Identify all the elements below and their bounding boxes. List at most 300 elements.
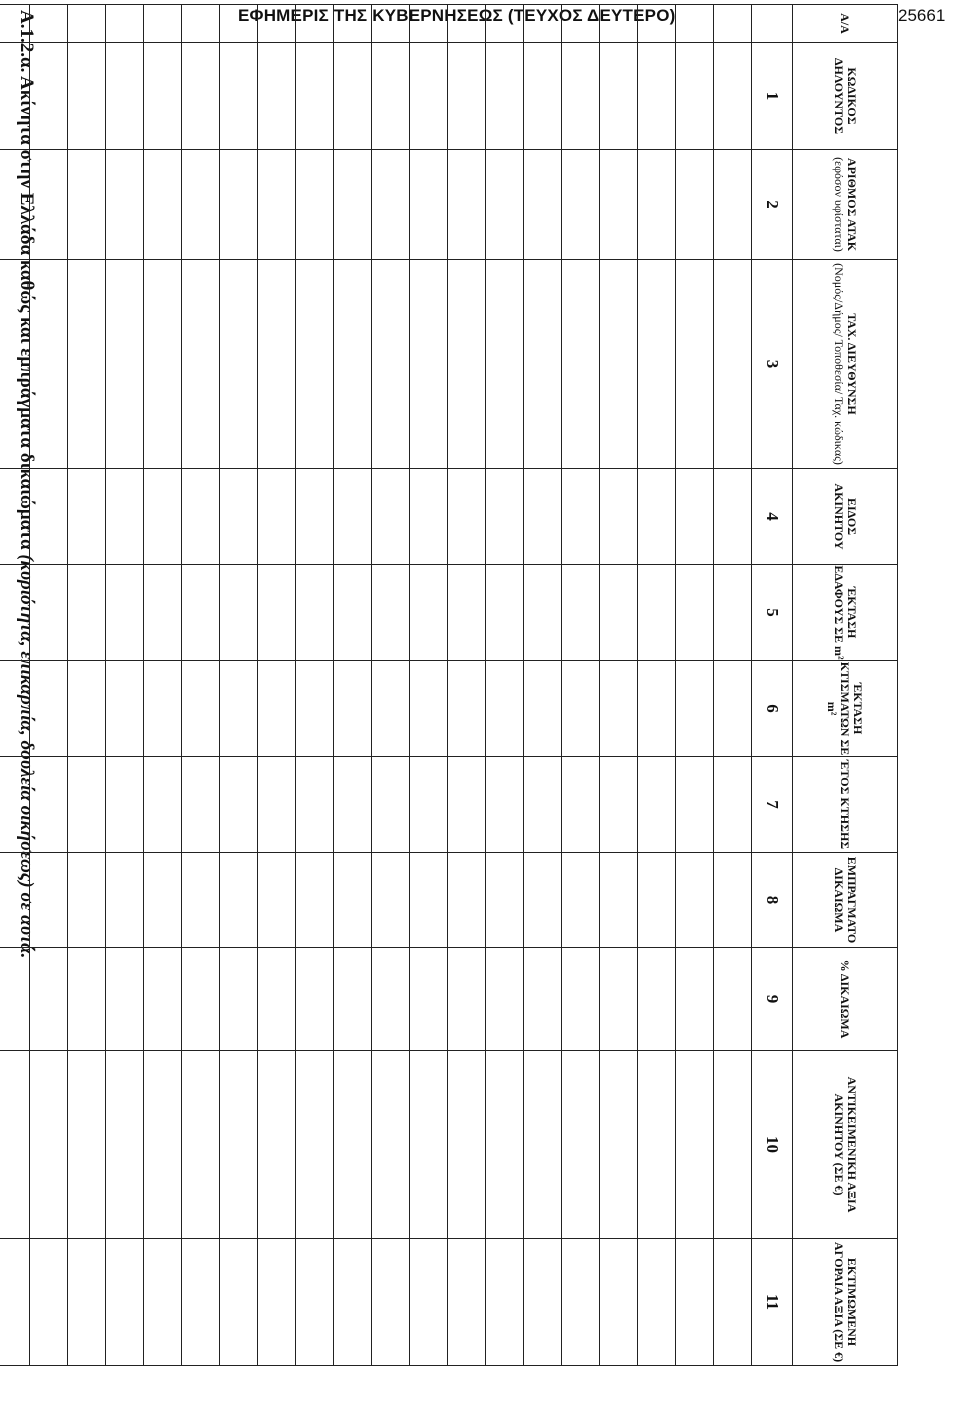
table-cell[interactable]: [0, 948, 30, 1051]
column-label: ΕΙΔΟΣ ΑΚΙΝΗΤΟΥ: [832, 483, 859, 550]
header-row: [793, 5, 898, 1366]
table-cell[interactable]: [600, 43, 638, 150]
table-cell[interactable]: [258, 661, 296, 757]
table-cell[interactable]: [714, 1239, 752, 1366]
table-cell[interactable]: [562, 853, 600, 948]
table-cell[interactable]: [0, 469, 30, 565]
table-cell[interactable]: [0, 5, 30, 43]
table-row: [182, 5, 220, 1366]
table-cell[interactable]: [600, 150, 638, 260]
table-cell[interactable]: [600, 1239, 638, 1366]
table-cell[interactable]: [638, 150, 676, 260]
column-header-right-percent: [793, 948, 898, 1051]
table-cell[interactable]: [182, 757, 220, 853]
column-number: 6: [752, 661, 793, 757]
table-cell[interactable]: [258, 43, 296, 150]
table-cell[interactable]: [486, 1051, 524, 1239]
table-row: [258, 5, 296, 1366]
table-cell[interactable]: [144, 260, 182, 469]
table-cell[interactable]: [144, 1051, 182, 1239]
table-cell[interactable]: [106, 5, 144, 43]
table-row: [676, 5, 714, 1366]
table-cell[interactable]: [600, 469, 638, 565]
table-cell[interactable]: [486, 565, 524, 661]
table-cell[interactable]: [68, 948, 106, 1051]
table-cell[interactable]: [144, 565, 182, 661]
table-cell[interactable]: [258, 565, 296, 661]
table-cell[interactable]: [258, 1239, 296, 1366]
table-cell[interactable]: [106, 43, 144, 150]
table-cell[interactable]: [182, 661, 220, 757]
table-cell[interactable]: [144, 661, 182, 757]
table-cell[interactable]: [448, 948, 486, 1051]
table-cell[interactable]: [372, 260, 410, 469]
table-cell[interactable]: [448, 661, 486, 757]
column-header-acquisition-year: [793, 757, 898, 853]
column-header-postal-address: [793, 260, 898, 469]
table-cell[interactable]: [410, 469, 448, 565]
column-number: 2: [752, 150, 793, 260]
table-cell[interactable]: [410, 260, 448, 469]
column-number: 1: [752, 43, 793, 150]
table-cell[interactable]: [0, 1051, 30, 1239]
table-cell[interactable]: [182, 260, 220, 469]
table-cell[interactable]: [182, 853, 220, 948]
table-cell[interactable]: [448, 150, 486, 260]
table-row: [334, 5, 372, 1366]
table-cell[interactable]: [486, 948, 524, 1051]
table-cell[interactable]: [30, 469, 68, 565]
table-cell[interactable]: [334, 565, 372, 661]
table-cell[interactable]: [562, 661, 600, 757]
table-cell[interactable]: [600, 948, 638, 1051]
table-cell[interactable]: [334, 43, 372, 150]
column-label: ΕΚΤΙΜΩΜΕΝΗ ΑΓΟΡΑΙΑ ΑΞΙΑ (ΣΕ €): [832, 1241, 859, 1363]
column-header-land-area: [793, 565, 898, 661]
table-cell[interactable]: [410, 150, 448, 260]
table-cell[interactable]: [676, 853, 714, 948]
table-cell[interactable]: [182, 5, 220, 43]
table-cell[interactable]: [258, 853, 296, 948]
table-cell[interactable]: [638, 1051, 676, 1239]
table-cell[interactable]: [144, 853, 182, 948]
table-cell[interactable]: [562, 5, 600, 43]
table-cell[interactable]: [714, 661, 752, 757]
table-cell[interactable]: [220, 565, 258, 661]
table-cell[interactable]: [372, 757, 410, 853]
table-cell[interactable]: [106, 948, 144, 1051]
table-cell[interactable]: [676, 661, 714, 757]
table-cell[interactable]: [334, 260, 372, 469]
table-cell[interactable]: [638, 565, 676, 661]
table-cell[interactable]: [30, 5, 68, 43]
table-cell[interactable]: [220, 260, 258, 469]
table-cell[interactable]: [448, 853, 486, 948]
table-cell[interactable]: [220, 150, 258, 260]
table-cell[interactable]: [0, 853, 30, 948]
table-cell[interactable]: [638, 1239, 676, 1366]
table-cell[interactable]: [486, 469, 524, 565]
table-cell[interactable]: [714, 43, 752, 150]
table-row: [410, 5, 448, 1366]
table-cell[interactable]: [714, 853, 752, 948]
column-number: 10: [752, 1051, 793, 1239]
table-cell[interactable]: [676, 757, 714, 853]
table-cell[interactable]: [562, 948, 600, 1051]
table-cell[interactable]: [68, 1239, 106, 1366]
table-cell[interactable]: [144, 948, 182, 1051]
table-cell[interactable]: [676, 948, 714, 1051]
table-cell[interactable]: [0, 661, 30, 757]
table-cell[interactable]: [0, 260, 30, 469]
table-cell[interactable]: [0, 565, 30, 661]
column-number: 7: [752, 757, 793, 853]
table-cell[interactable]: [106, 469, 144, 565]
table-cell[interactable]: [486, 757, 524, 853]
column-label: ΕΜΠΡΑΓΜΑΤΟ ΔΙΚΑΙΩΜΑ: [832, 856, 859, 944]
property-table: [54, 4, 898, 1365]
table-cell[interactable]: [714, 1051, 752, 1239]
table-cell[interactable]: [68, 565, 106, 661]
table-cell[interactable]: [334, 757, 372, 853]
column-label: ΑΝΤΙΚΕΙΜΕΝΙΚΗ ΑΞΙΑ ΑΚΙΝΗΤΟΥ (ΣΕ €): [832, 1076, 859, 1213]
column-header-aa: [793, 5, 898, 43]
table-cell[interactable]: [68, 5, 106, 43]
column-number: 3: [752, 260, 793, 469]
table-cell[interactable]: [372, 948, 410, 1051]
table-cell[interactable]: [638, 469, 676, 565]
table-cell[interactable]: [106, 565, 144, 661]
table-cell[interactable]: [638, 5, 676, 43]
table-cell[interactable]: [144, 5, 182, 43]
table-cell[interactable]: [372, 565, 410, 661]
table-cell[interactable]: [296, 853, 334, 948]
table-cell[interactable]: [258, 5, 296, 43]
table-cell[interactable]: [30, 1051, 68, 1239]
table-cell[interactable]: [258, 260, 296, 469]
table-cell[interactable]: [0, 43, 30, 150]
table-cell[interactable]: [562, 1239, 600, 1366]
table-cell[interactable]: [524, 260, 562, 469]
table-cell[interactable]: [676, 5, 714, 43]
table-row: [30, 5, 68, 1366]
table-cell[interactable]: [448, 757, 486, 853]
table-cell[interactable]: [676, 1051, 714, 1239]
table-cell[interactable]: [562, 1051, 600, 1239]
table-cell[interactable]: [106, 1051, 144, 1239]
table-cell[interactable]: [296, 43, 334, 150]
table-cell[interactable]: [638, 43, 676, 150]
table-cell[interactable]: [448, 1239, 486, 1366]
table-cell[interactable]: [106, 757, 144, 853]
table-cell[interactable]: [220, 469, 258, 565]
table-cell[interactable]: [68, 150, 106, 260]
table-cell[interactable]: [68, 661, 106, 757]
table-cell[interactable]: [638, 948, 676, 1051]
table-cell[interactable]: [562, 260, 600, 469]
table-cell[interactable]: [372, 469, 410, 565]
table-cell[interactable]: [600, 853, 638, 948]
table-row: [562, 5, 600, 1366]
table-cell[interactable]: [448, 469, 486, 565]
table-cell[interactable]: [676, 565, 714, 661]
table-cell[interactable]: [30, 948, 68, 1051]
table-cell[interactable]: [410, 1239, 448, 1366]
table-row: [296, 5, 334, 1366]
column-label: ΈΤΟΣ ΚΤΗΣΗΣ: [838, 759, 853, 850]
table-cell[interactable]: [68, 260, 106, 469]
table-cell[interactable]: [600, 1051, 638, 1239]
table-cell[interactable]: [524, 757, 562, 853]
table-cell[interactable]: [296, 469, 334, 565]
table-cell[interactable]: [144, 150, 182, 260]
table-cell[interactable]: [562, 150, 600, 260]
table-cell[interactable]: [372, 1051, 410, 1239]
table-cell[interactable]: [30, 1239, 68, 1366]
table-cell[interactable]: [524, 150, 562, 260]
table-cell[interactable]: [714, 260, 752, 469]
column-label: ΑΡΙΘΜΟΣ ΑΤΑΚ: [845, 157, 859, 252]
table-cell[interactable]: [638, 853, 676, 948]
table-row: [524, 5, 562, 1366]
table-cell[interactable]: [372, 853, 410, 948]
column-label: Α/Α: [838, 13, 853, 34]
table-cell[interactable]: [334, 5, 372, 43]
table-cell[interactable]: [0, 757, 30, 853]
table-cell[interactable]: [220, 948, 258, 1051]
table-cell[interactable]: [296, 1239, 334, 1366]
table-cell[interactable]: [562, 469, 600, 565]
table-row: [68, 5, 106, 1366]
column-number: 9: [752, 948, 793, 1051]
column-header-real-right: [793, 853, 898, 948]
table-cell[interactable]: [68, 43, 106, 150]
table-cell[interactable]: [296, 757, 334, 853]
table-cell[interactable]: [106, 260, 144, 469]
table-cell[interactable]: [372, 5, 410, 43]
table-cell[interactable]: [334, 1051, 372, 1239]
table-cell[interactable]: [334, 150, 372, 260]
table-cell[interactable]: [106, 1239, 144, 1366]
column-number-row: [752, 5, 793, 1366]
table-cell[interactable]: [334, 1239, 372, 1366]
table-cell[interactable]: [676, 43, 714, 150]
table-cell[interactable]: [220, 43, 258, 150]
column-header-objective-value: [793, 1051, 898, 1239]
table-cell[interactable]: [30, 661, 68, 757]
table-cell[interactable]: [182, 565, 220, 661]
table-cell[interactable]: [372, 43, 410, 150]
table-cell[interactable]: [448, 43, 486, 150]
table-cell[interactable]: [220, 5, 258, 43]
table-cell[interactable]: [30, 260, 68, 469]
table-cell[interactable]: [68, 469, 106, 565]
table-cell[interactable]: [524, 5, 562, 43]
table-row: [0, 5, 30, 1366]
table-cell[interactable]: [372, 661, 410, 757]
table-cell[interactable]: [30, 757, 68, 853]
table-cell[interactable]: [676, 469, 714, 565]
table-cell[interactable]: [714, 948, 752, 1051]
table-cell[interactable]: [562, 757, 600, 853]
table-cell[interactable]: [144, 757, 182, 853]
table-cell[interactable]: [0, 150, 30, 260]
table-cell[interactable]: [524, 661, 562, 757]
table-cell[interactable]: [296, 948, 334, 1051]
table-cell[interactable]: [524, 43, 562, 150]
section-title-main: Α.1.2.α. Ακίνητα στην Ελλάδα καθώς και εμπράγματα δικαιώματα: [16, 10, 37, 550]
table-cell[interactable]: [296, 260, 334, 469]
table-cell[interactable]: [182, 1239, 220, 1366]
table-cell[interactable]: [182, 469, 220, 565]
table-cell[interactable]: [410, 853, 448, 948]
table-cell[interactable]: [372, 1239, 410, 1366]
column-number: 8: [752, 853, 793, 948]
table-cell[interactable]: [524, 948, 562, 1051]
table-cell[interactable]: [144, 469, 182, 565]
column-header-atak-number: [793, 150, 898, 260]
table-cell[interactable]: [562, 565, 600, 661]
table-row: [106, 5, 144, 1366]
table-cell[interactable]: [600, 757, 638, 853]
column-note: (εφόσον υφίσταται): [832, 157, 846, 252]
table-cell[interactable]: [676, 260, 714, 469]
table-row: [372, 5, 410, 1366]
property-table-grid: [0, 4, 898, 1366]
table-cell[interactable]: [448, 5, 486, 43]
table-row: [638, 5, 676, 1366]
table-cell[interactable]: [372, 150, 410, 260]
column-number: 11: [752, 1239, 793, 1366]
table-cell[interactable]: [714, 469, 752, 565]
table-cell[interactable]: [258, 150, 296, 260]
table-cell[interactable]: [600, 5, 638, 43]
table-cell[interactable]: [524, 1239, 562, 1366]
column-label: ΤΑΧ. ΔΙΕΥΘΥΝΣΗ: [845, 313, 859, 415]
table-cell[interactable]: [562, 43, 600, 150]
table-cell[interactable]: [524, 853, 562, 948]
table-cell[interactable]: [258, 1051, 296, 1239]
table-cell[interactable]: [714, 150, 752, 260]
column-header-building-area: [793, 661, 898, 757]
table-cell[interactable]: [144, 43, 182, 150]
gazette-title: ΕΦΗΜΕΡΙΣ ΤΗΣ ΚΥΒΕΡΝΗΣΕΩΣ (ΤΕΥΧΟΣ ΔΕΥΤΕΡΟ): [238, 6, 676, 25]
table-cell[interactable]: [486, 1239, 524, 1366]
table-cell[interactable]: [30, 43, 68, 150]
table-cell[interactable]: [524, 469, 562, 565]
table-cell[interactable]: [220, 1239, 258, 1366]
table-cell[interactable]: [676, 1239, 714, 1366]
table-cell[interactable]: [334, 853, 372, 948]
table-cell[interactable]: [600, 260, 638, 469]
table-cell[interactable]: [410, 5, 448, 43]
table-cell[interactable]: [410, 1051, 448, 1239]
column-label: % ΔΙΚΑΙΩΜΑ: [838, 959, 853, 1039]
table-cell[interactable]: [144, 1239, 182, 1366]
column-number: 4: [752, 469, 793, 565]
table-cell[interactable]: [524, 1051, 562, 1239]
table-cell[interactable]: [638, 661, 676, 757]
table-cell[interactable]: [448, 1051, 486, 1239]
table-cell[interactable]: [486, 150, 524, 260]
table-cell[interactable]: [524, 565, 562, 661]
table-cell[interactable]: [410, 661, 448, 757]
table-row: [714, 5, 752, 1366]
table-cell[interactable]: [486, 43, 524, 150]
table-cell[interactable]: [296, 5, 334, 43]
table-cell[interactable]: [486, 5, 524, 43]
column-header-market-value: [793, 1239, 898, 1366]
table-cell[interactable]: [30, 853, 68, 948]
table-cell[interactable]: [106, 853, 144, 948]
table-cell[interactable]: [714, 5, 752, 43]
page-number: 25661: [898, 6, 946, 25]
table-cell[interactable]: [182, 150, 220, 260]
table-cell[interactable]: [182, 948, 220, 1051]
table-cell[interactable]: [334, 661, 372, 757]
table-cell[interactable]: [68, 1051, 106, 1239]
table-cell[interactable]: [182, 1051, 220, 1239]
table-cell[interactable]: [638, 757, 676, 853]
column-header-property-type: [793, 469, 898, 565]
table-cell[interactable]: [296, 1051, 334, 1239]
table-cell[interactable]: [258, 757, 296, 853]
table-cell[interactable]: [30, 150, 68, 260]
table-cell[interactable]: [0, 1239, 30, 1366]
table-row: [600, 5, 638, 1366]
column-number: 5: [752, 565, 793, 661]
table-cell[interactable]: [714, 757, 752, 853]
table-cell[interactable]: [410, 948, 448, 1051]
table-cell[interactable]: [220, 1051, 258, 1239]
table-cell[interactable]: [106, 661, 144, 757]
table-cell[interactable]: [182, 43, 220, 150]
table-cell[interactable]: [220, 661, 258, 757]
table-cell[interactable]: [714, 565, 752, 661]
table-cell[interactable]: [258, 469, 296, 565]
table-cell[interactable]: [638, 260, 676, 469]
column-header-declarant-code: [793, 43, 898, 150]
table-cell[interactable]: [68, 757, 106, 853]
table-cell[interactable]: [296, 661, 334, 757]
table-cell[interactable]: [410, 757, 448, 853]
table-cell[interactable]: [600, 565, 638, 661]
table-cell[interactable]: [296, 150, 334, 260]
column-label: ΈΚΤΑΣΗ ΕΔΑΦΟΥΣ ΣΕ m²: [832, 565, 859, 660]
table-cell[interactable]: [296, 565, 334, 661]
table-cell[interactable]: [334, 469, 372, 565]
table-cell[interactable]: [448, 260, 486, 469]
table-cell[interactable]: [106, 150, 144, 260]
table-cell[interactable]: [486, 260, 524, 469]
table-cell[interactable]: [68, 853, 106, 948]
table-row: [448, 5, 486, 1366]
table-row: [220, 5, 258, 1366]
table-cell[interactable]: [258, 948, 296, 1051]
table-cell[interactable]: [676, 150, 714, 260]
table-cell[interactable]: [600, 661, 638, 757]
table-cell[interactable]: [220, 757, 258, 853]
table-cell[interactable]: [410, 43, 448, 150]
table-cell[interactable]: [334, 948, 372, 1051]
table-cell[interactable]: [448, 565, 486, 661]
table-cell[interactable]: [486, 853, 524, 948]
table-cell[interactable]: [486, 661, 524, 757]
table-cell[interactable]: [410, 565, 448, 661]
table-cell[interactable]: [220, 853, 258, 948]
table-row: [486, 5, 524, 1366]
table-cell[interactable]: [30, 565, 68, 661]
